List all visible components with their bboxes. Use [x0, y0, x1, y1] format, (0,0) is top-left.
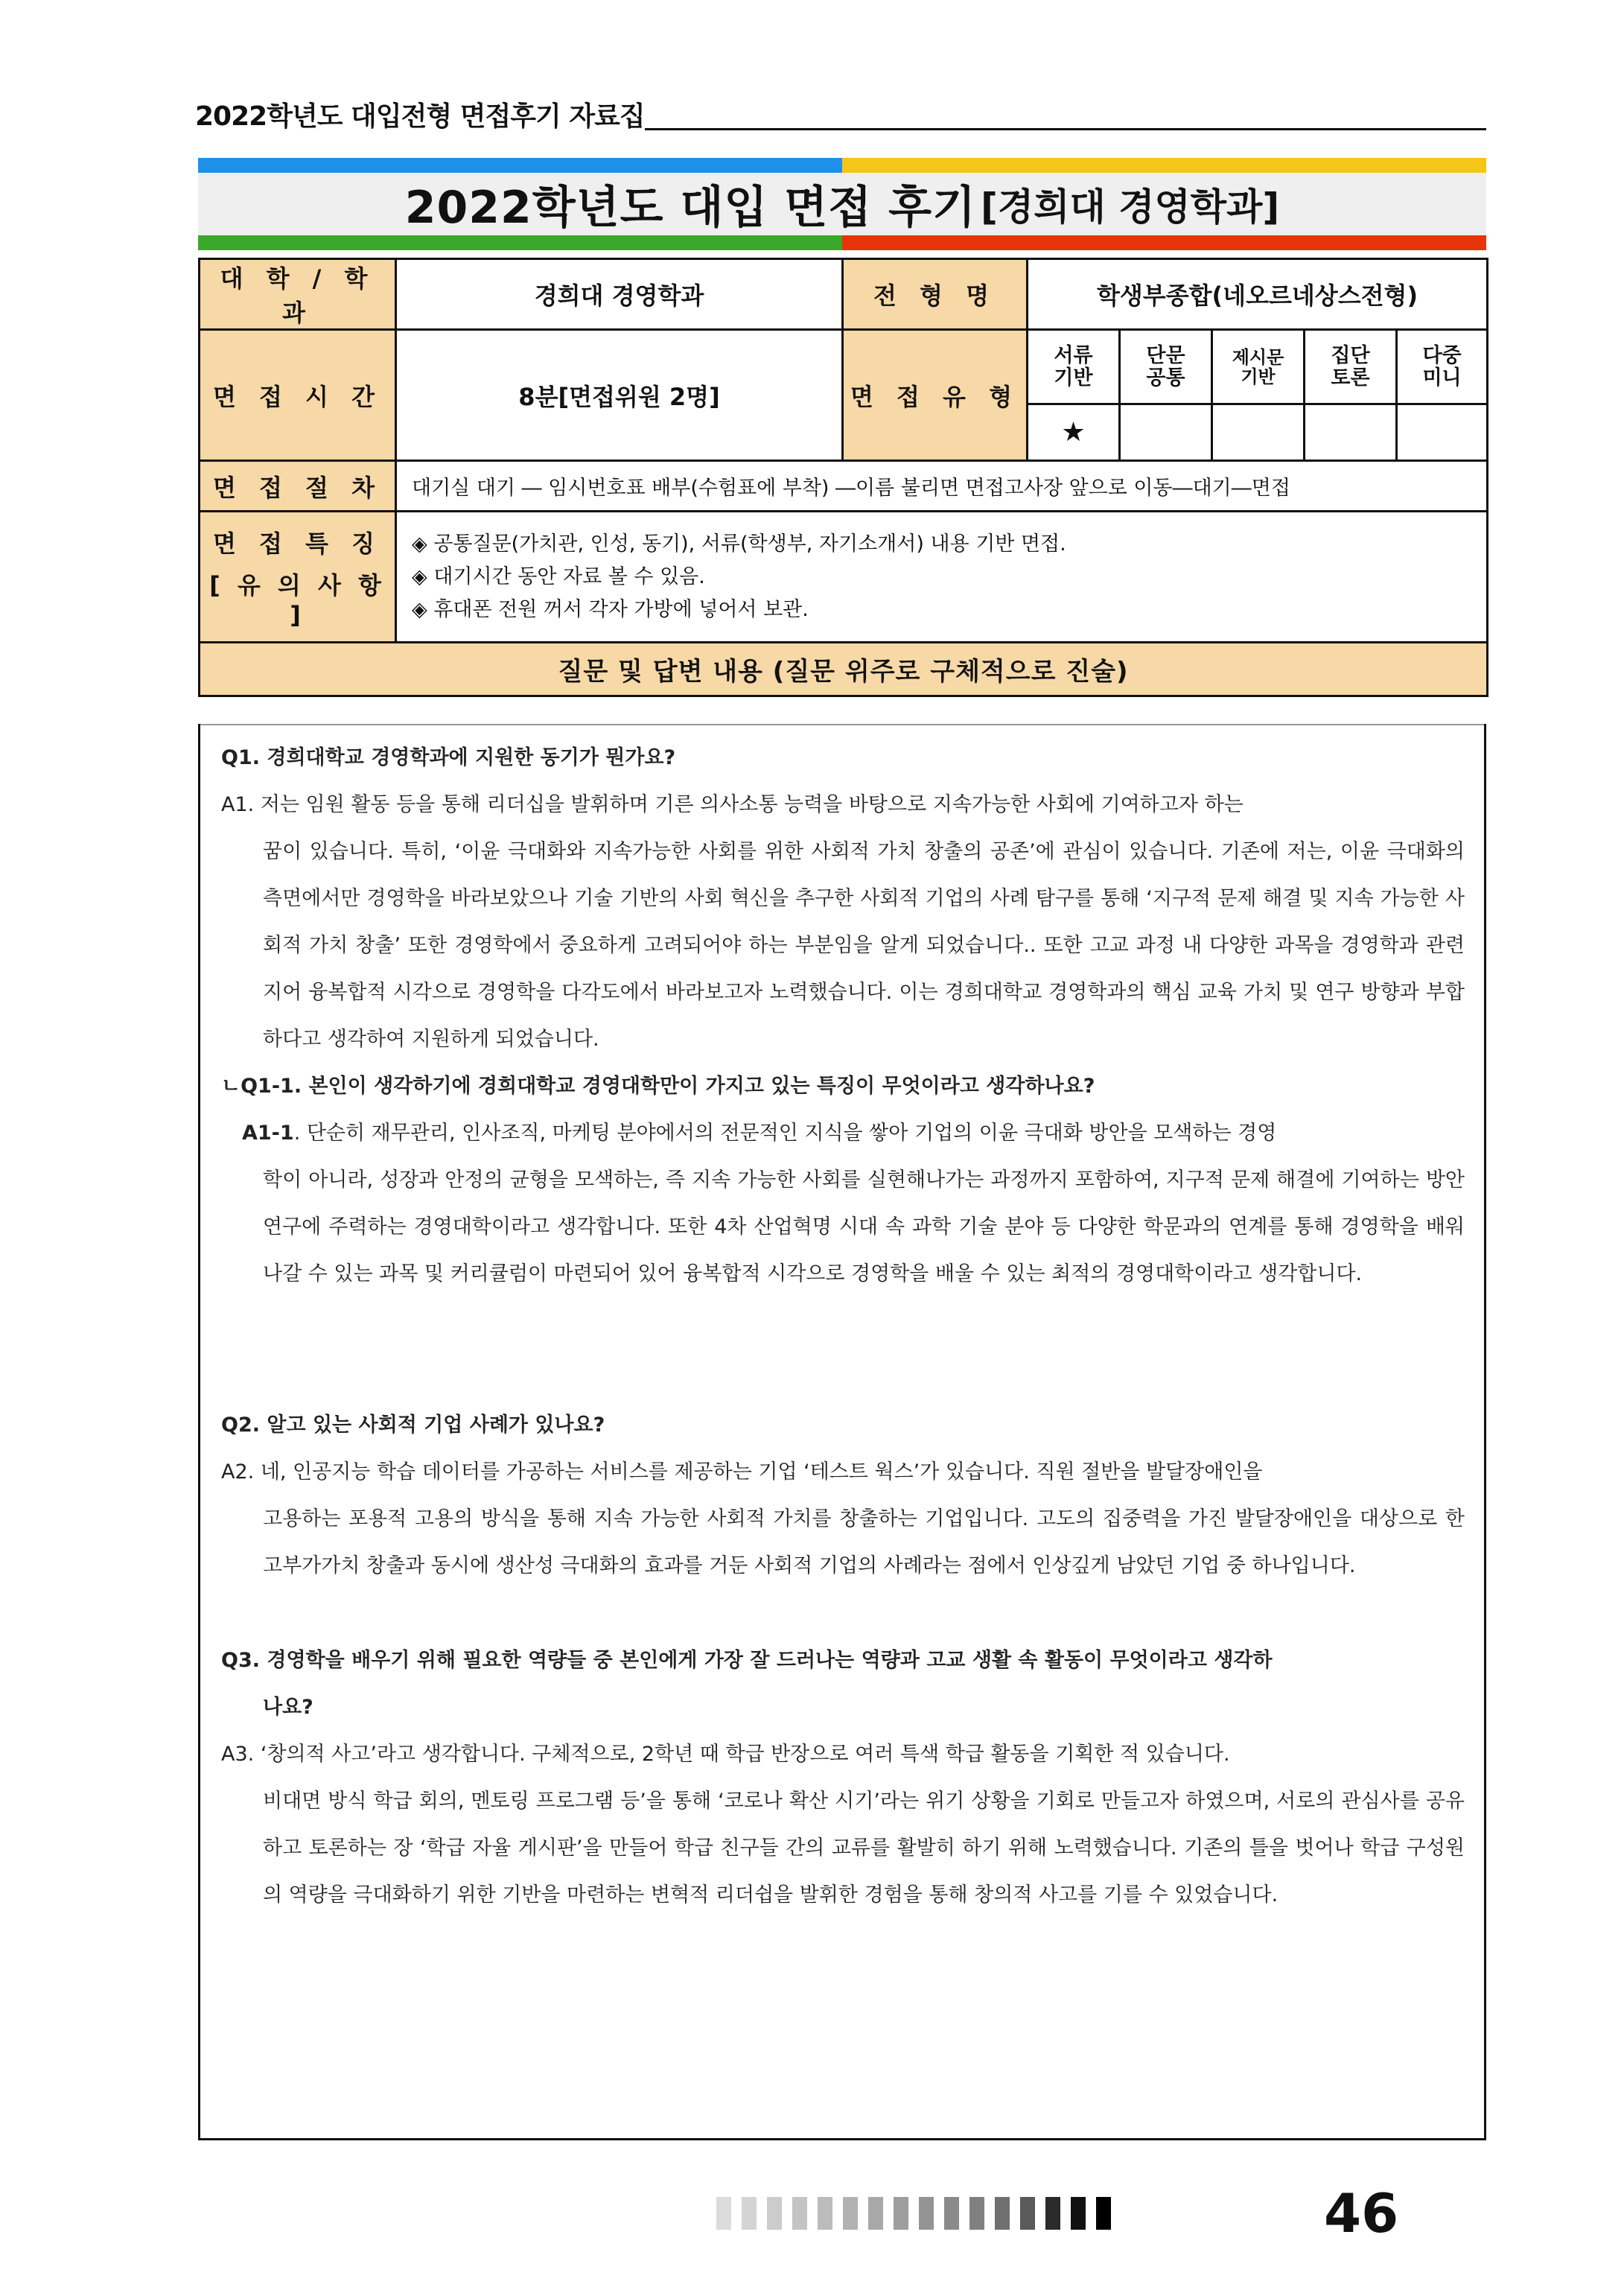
footer-block: [919, 2197, 934, 2230]
format-document-based-label: 서류 기반: [1054, 343, 1093, 389]
process-label: 면 접 절 차: [200, 461, 396, 512]
footer-block: [767, 2197, 782, 2230]
interview-time-value: 8분[면접위원 2명]: [396, 330, 843, 461]
feature-item: ◈ 휴대폰 전원 꺼서 각자 가방에 넣어서 보관.: [412, 597, 809, 621]
answer-1-1-first-line: [221, 1110, 1465, 1157]
admission-type-label: 전 형 명: [843, 259, 1028, 330]
banner-bottom-bar-green: [198, 235, 842, 250]
banner-bottom-bar-red: [842, 235, 1486, 250]
qa-block-1: [221, 734, 1465, 1297]
answer-3-first-line: A3. ‘창의적 사고’라고 생각합니다. 구체적으로, 2학년 때 학급 반장으로 여러 특색 학급 활동을 기획한 적 있습니다.: [221, 1743, 1230, 1766]
format-selected-star: ★: [1028, 404, 1120, 461]
interview-format-label: 면 접 유 형: [843, 330, 1028, 461]
feature-item: ◈ 공통질문(가치관, 인성, 동기), 서류(학생부, 자기소개서) 내용 기반 면접.: [412, 532, 1066, 556]
format-mark-empty-2: [1120, 404, 1212, 461]
admission-type-value: 학생부종합(네오르네상스전형): [1028, 259, 1488, 330]
footer-block: [1045, 2197, 1060, 2230]
school-label: 대 학 / 학 과: [200, 259, 396, 330]
format-mark-empty-4: [1305, 404, 1397, 461]
footer-block: [894, 2197, 908, 2230]
page-number: 46: [1324, 2182, 1399, 2245]
question-3-rest: 나요?: [263, 1696, 313, 1719]
answer-2-first-line: A2. 네, 인공지능 학습 데이터를 가공하는 서비스를 제공하는 기업 ‘테스트 웍스’가 있습니다. 직원 절반을 발달장애인을: [221, 1460, 1263, 1484]
answer-3-body: 비대면 방식 학급 회의, 멘토링 프로그램 등’을 통해 ‘코로나 확산 시기’라는 위기 상황을 기회로 만들고자 하였으며, 서로의 관심사를 공유하고 토론하는 장 ‘학급 자율 게시판’을 만들어 학급 친구들 간의 교류를 활발히 하기 위해 노력했습니다. 기존의 틀을 벗어나 학급 구성원의 역량을 극대화하기 위한 기반을 마련하는 변혁적 리더쉽을 발휘한 경험을 통해 창의적 사고를 기를 수 있었습니다.: [263, 1790, 1465, 1907]
format-short-common: [1120, 330, 1212, 404]
banner-top-color-bar: [198, 158, 1486, 173]
format-short-common-label: 단문 공통: [1146, 343, 1185, 389]
answer-1-1-label: A1-1: [242, 1122, 294, 1145]
footer-block: [1071, 2197, 1086, 2230]
footer-block: [818, 2197, 832, 2230]
footer-gradient-blocks: [716, 2197, 1111, 2230]
qa-section-heading: 질문 및 답변 내용 (질문 위주로 구체적으로 진술): [200, 643, 1488, 696]
qa-block-2: [221, 1402, 1465, 1589]
qa-top-rule: [200, 724, 1484, 725]
interview-time-label: 면 접 시 간: [200, 330, 396, 461]
question-1-1: ㄴQ1-1. 본인이 생각하기에 경희대학교 경영대학만이 가지고 있는 특징이 무엇이라고 생각하나요?: [221, 1075, 1095, 1098]
footer-block: [843, 2197, 858, 2230]
question-1: Q1. 경희대학교 경영학과에 지원한 동기가 뭔가요?: [221, 746, 676, 769]
footer-block: [969, 2197, 984, 2230]
footer-block: [995, 2197, 1010, 2230]
answer-1-body: 꿈이 있습니다. 특히, ‘이윤 극대화와 지속가능한 사회를 위한 사회적 가치 창출의 공존’에 관심이 있습니다. 기존에 저는, 이윤 극대화의 측면에서만 경영학을 바라보았으나 기술 기반의 사회 혁신을 추구한 사회적 기업의 사례 탐구를 통해 ‘지구적 문제 해결 및 지속 가능한 사회적 가치 창출’ 또한 경영학에서 중요하게 고려되어야 하는 부분임을 알게 되었습니다.. 또한 고교 과정 내 다양한 과목을 경영학과 관련지어 융복합적 시각으로 경영학을 다각도에서 바라보고자 노력했습니다. 이는 경희대학교 경영학과의 핵심 교육 가치 및 연구 방향과 부합하다고 생각하여 지원하게 되었습니다.: [263, 840, 1465, 1051]
banner-bottom-color-bar: [198, 235, 1486, 250]
format-mark-empty-3: [1212, 404, 1305, 461]
feature-label-line2: [ 유 의 사 항 ]: [209, 570, 386, 629]
qa-content-box: [198, 724, 1486, 2140]
banner-title: [198, 173, 1486, 235]
banner-title-sub: [경희대 경영학과]: [981, 185, 1280, 229]
footer-block: [868, 2197, 883, 2230]
answer-1-1-body: 학이 아니라, 성장과 안정의 균형을 모색하는, 즉 지속 가능한 사회를 실현해나가는 과정까지 포함하여, 지구적 문제 해결에 기여하는 방안 연구에 주력하는 경영대학이라고 생각합니다. 또한 4차 산업혁명 시대 속 과학 기술 분야 등 다양한 학문과의 연계를 통해 경영학을 배워나갈 수 있는 과목 및 커리큘럼이 마련되어 있어 융복합적 시각으로 경영학을 배울 수 있는 최적의 경영대학이라고 생각합니다.: [263, 1168, 1465, 1285]
header-underline: [645, 128, 1486, 130]
banner-top-bar-blue: [198, 158, 842, 173]
feature-list: [396, 512, 1488, 643]
format-multiple-mini-label: 다중 미니: [1422, 343, 1462, 389]
format-mark-empty-5: [1397, 404, 1488, 461]
banner-top-bar-yellow: [842, 158, 1486, 173]
format-passage-based-label: 제시문 기반: [1232, 346, 1284, 387]
format-document-based: [1028, 330, 1120, 404]
answer-1-first-line: A1. 저는 임원 활동 등을 통해 리더십을 발휘하며 기른 의사소통 능력을 바탕으로 지속가능한 사회에 기여하고자 하는: [221, 793, 1244, 816]
footer-block: [792, 2197, 807, 2230]
question-2: Q2. 알고 있는 사회적 기업 사례가 있나요?: [221, 1413, 605, 1437]
process-value: 대기실 대기 ― 임시번호표 배부(수험표에 부착) ―이름 불리면 면접고사장 앞으로 이동―대기―면접: [396, 461, 1488, 512]
footer-block: [1020, 2197, 1035, 2230]
feature-label: [200, 512, 396, 643]
answer-1-1-first-text: . 단순히 재무관리, 인사조직, 마케팅 분야에서의 전문적인 지식을 쌓아 기업의 이윤 극대화 방안을 모색하는 경영: [293, 1122, 1277, 1145]
format-group-discussion-label: 집단 토론: [1331, 343, 1370, 389]
format-passage-based: [1212, 330, 1305, 404]
format-multiple-mini: [1397, 330, 1488, 404]
interview-info-table: [198, 258, 1488, 697]
footer-block: [1096, 2197, 1111, 2230]
qa-block-3: [221, 1637, 1465, 1918]
banner-title-main: 2022학년도 대입 면접 후기: [404, 182, 977, 234]
school-value: 경희대 경영학과: [396, 259, 843, 330]
document-header-title: 2022학년도 대입전형 면접후기 자료집: [195, 101, 645, 132]
format-group-discussion: [1305, 330, 1397, 404]
question-3-first-line: Q3. 경영학을 배우기 위해 필요한 역량들 중 본인에게 가장 잘 드러나는 역량과 고교 생활 속 활동이 무엇이라고 생각하: [221, 1649, 1273, 1672]
answer-2-body: 고용하는 포용적 고용의 방식을 통해 지속 가능한 사회적 가치를 창출하는 기업입니다. 고도의 집중력을 가진 발달장애인을 대상으로 한 고부가가치 창출과 동시에 생산성 극대화의 효과를 거둔 사회적 기업의 사례라는 점에서 인상깊게 남았던 기업 중 하나입니다.: [263, 1507, 1465, 1577]
feature-label-line1: 면 접 특 징: [212, 529, 383, 558]
footer-block: [742, 2197, 757, 2230]
feature-item: ◈ 대기시간 동안 자료 볼 수 있음.: [412, 565, 705, 588]
footer-block: [716, 2197, 731, 2230]
footer-block: [944, 2197, 959, 2230]
